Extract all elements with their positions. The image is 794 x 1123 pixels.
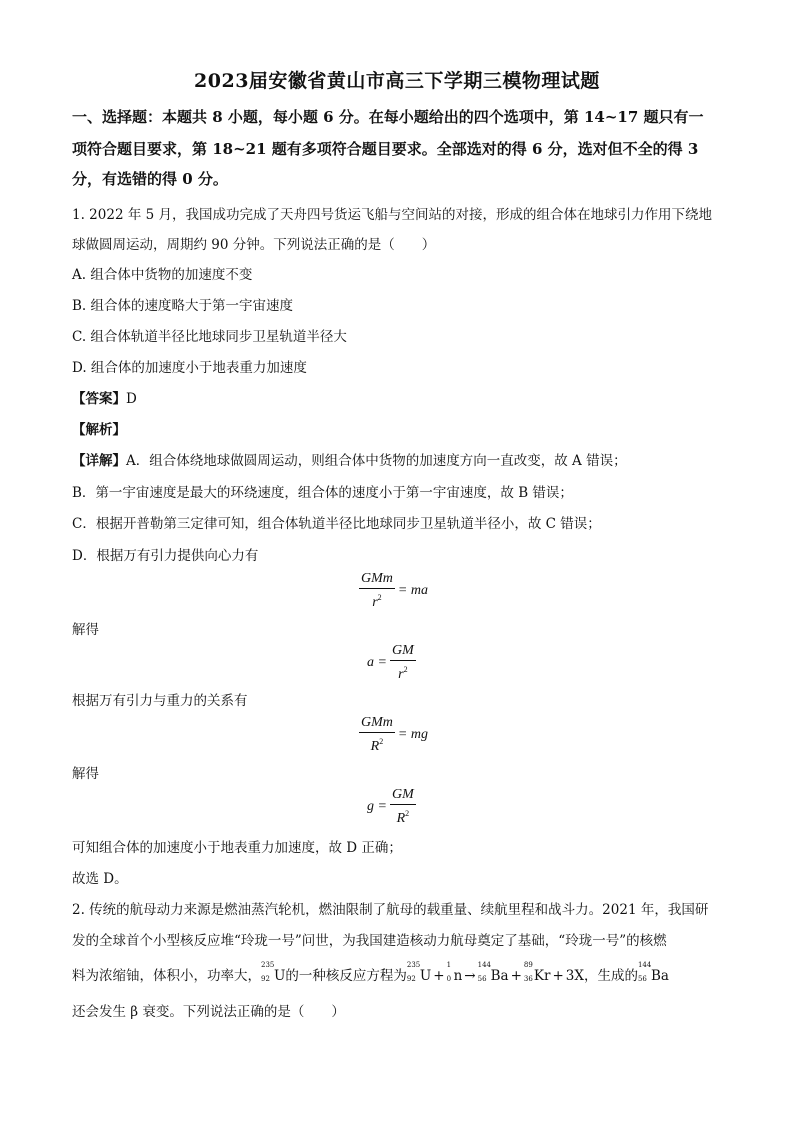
- q1-option-c: C. 组合体轨道半径比地球同步卫星轨道半径大: [72, 329, 347, 345]
- q1-option-a: A. 组合体中货物的加速度不变: [72, 267, 253, 283]
- reaction-barium: 144 56 Ba: [477, 961, 509, 984]
- eq3-numerator: GMm: [359, 715, 395, 733]
- q2-stem-line-1: 2. 传统的航母动力来源是燃油蒸汽轮机，燃油限制了航母的载重量、续航里程和战斗力。2021 年，我国研: [72, 902, 709, 918]
- page-title: 2023届安徽省黄山市高三下学期三模物理试题: [194, 70, 600, 92]
- q1-solve-2: 解得: [72, 766, 99, 782]
- section-instructions-line-3: 分，有选错的得 0 分。: [72, 170, 228, 188]
- equation-gravity-acceleration: [367, 787, 419, 827]
- plus-sign: +: [510, 968, 522, 984]
- q1-relation: 根据万有引力与重力的关系有: [72, 693, 248, 709]
- plus-sign: +: [552, 968, 564, 984]
- q1-detail-b: B．第一宇宙速度是最大的环绕速度，组合体的速度小于第一宇宙速度，故 B 错误；: [72, 485, 573, 501]
- eq3-exponent: 2: [379, 737, 384, 746]
- q2-stem-line-4: 还会发生 β 衰变。下列说法正确的是（ ）: [72, 1004, 345, 1020]
- detail-label: 【详解】: [72, 453, 126, 469]
- eq3-rhs: = mg: [397, 727, 428, 742]
- section-instructions-line-1: 一、选择题：本题共 8 小题，每小题 6 分。在每小题给出的四个选项中，第 14~17 题只有一: [72, 108, 704, 126]
- equation-acceleration: [367, 643, 419, 683]
- detail-a-text: A．组合体绕地球做圆周运动，则组合体中货物的加速度方向一直改变，故 A 错误；: [126, 453, 627, 469]
- reaction-x-term: 3X: [565, 968, 584, 984]
- q1-conclusion: 可知组合体的加速度小于地表重力加速度，故 D 正确；: [72, 840, 402, 856]
- q1-option-d: D. 组合体的加速度小于地表重力加速度: [72, 360, 307, 376]
- q2-line3-part-b: 的一种核反应方程为: [285, 968, 407, 984]
- equation-gravity-centripetal: [356, 571, 428, 611]
- eq1-denominator: r: [372, 595, 378, 610]
- reaction-arrow: →: [464, 968, 476, 984]
- eq2-numerator: GM: [390, 643, 416, 661]
- q1-detail-c: C．根据开普勒第三定律可知，组合体轨道半径比地球同步卫星轨道半径小，故 C 错误；: [72, 516, 601, 532]
- eq2-lhs: a =: [367, 655, 387, 670]
- eq4-denominator: R: [396, 811, 406, 826]
- eq1-rhs: = ma: [397, 583, 428, 598]
- answer-value: D: [126, 391, 137, 407]
- q1-solve-1: 解得: [72, 622, 99, 638]
- q2-stem-line-3: [72, 961, 728, 986]
- q1-stem-line-2: 球做圆周运动，周期约 90 分钟。下列说法正确的是（ ）: [72, 237, 436, 253]
- q1-choose: 故选 D。: [72, 871, 128, 887]
- nuclide-uranium: 235 92 U: [261, 961, 286, 984]
- q1-detail-d: D．根据万有引力提供向心力有: [72, 548, 259, 564]
- reaction-krypton: 89 36 Kr: [523, 961, 551, 984]
- eq4-exponent: 2: [405, 809, 410, 818]
- q1-option-b: B. 组合体的速度略大于第一宇宙速度: [72, 298, 294, 314]
- reaction-neutron: 1 0 n: [446, 961, 463, 984]
- eq3-denominator: R: [370, 739, 380, 754]
- answer-label: 【答案】: [72, 391, 126, 407]
- nuclide-barium: 144 56 Ba: [637, 961, 669, 984]
- equation-gravity-weight: [356, 715, 428, 755]
- q2-stem-line-2: 发的全球首个小型核反应堆“玲珑一号”问世，为我国建造核动力航母奠定了基础，“玲珑一号”的核燃: [72, 933, 667, 949]
- q2-line3-part-a: 料为浓缩铀，体积小，功率大，: [72, 968, 261, 984]
- q2-line3-part-c: ，生成的: [583, 968, 638, 984]
- section-instructions-line-2: 项符合题目要求，第 18~21 题有多项符合题目要求。全部选对的得 6 分，选对但不全的得 3: [72, 140, 699, 158]
- eq1-numerator: GMm: [359, 571, 395, 589]
- eq2-denominator: r: [398, 667, 404, 682]
- q1-answer: [72, 389, 728, 409]
- eq4-numerator: GM: [390, 787, 416, 805]
- plus-sign: +: [433, 968, 445, 984]
- eq1-exponent: 2: [377, 593, 382, 602]
- analysis-label: 【解析】: [72, 422, 126, 438]
- q1-detail-a: [72, 451, 728, 471]
- q1-stem-line-1: 1. 2022 年 5 月，我国成功完成了天舟四号货运飞船与空间站的对接，形成的组合体在地球引力作用下绕地: [72, 207, 712, 223]
- eq2-exponent: 2: [403, 665, 408, 674]
- eq4-lhs: g =: [367, 799, 387, 814]
- reaction-uranium: 235 92 U: [406, 961, 432, 984]
